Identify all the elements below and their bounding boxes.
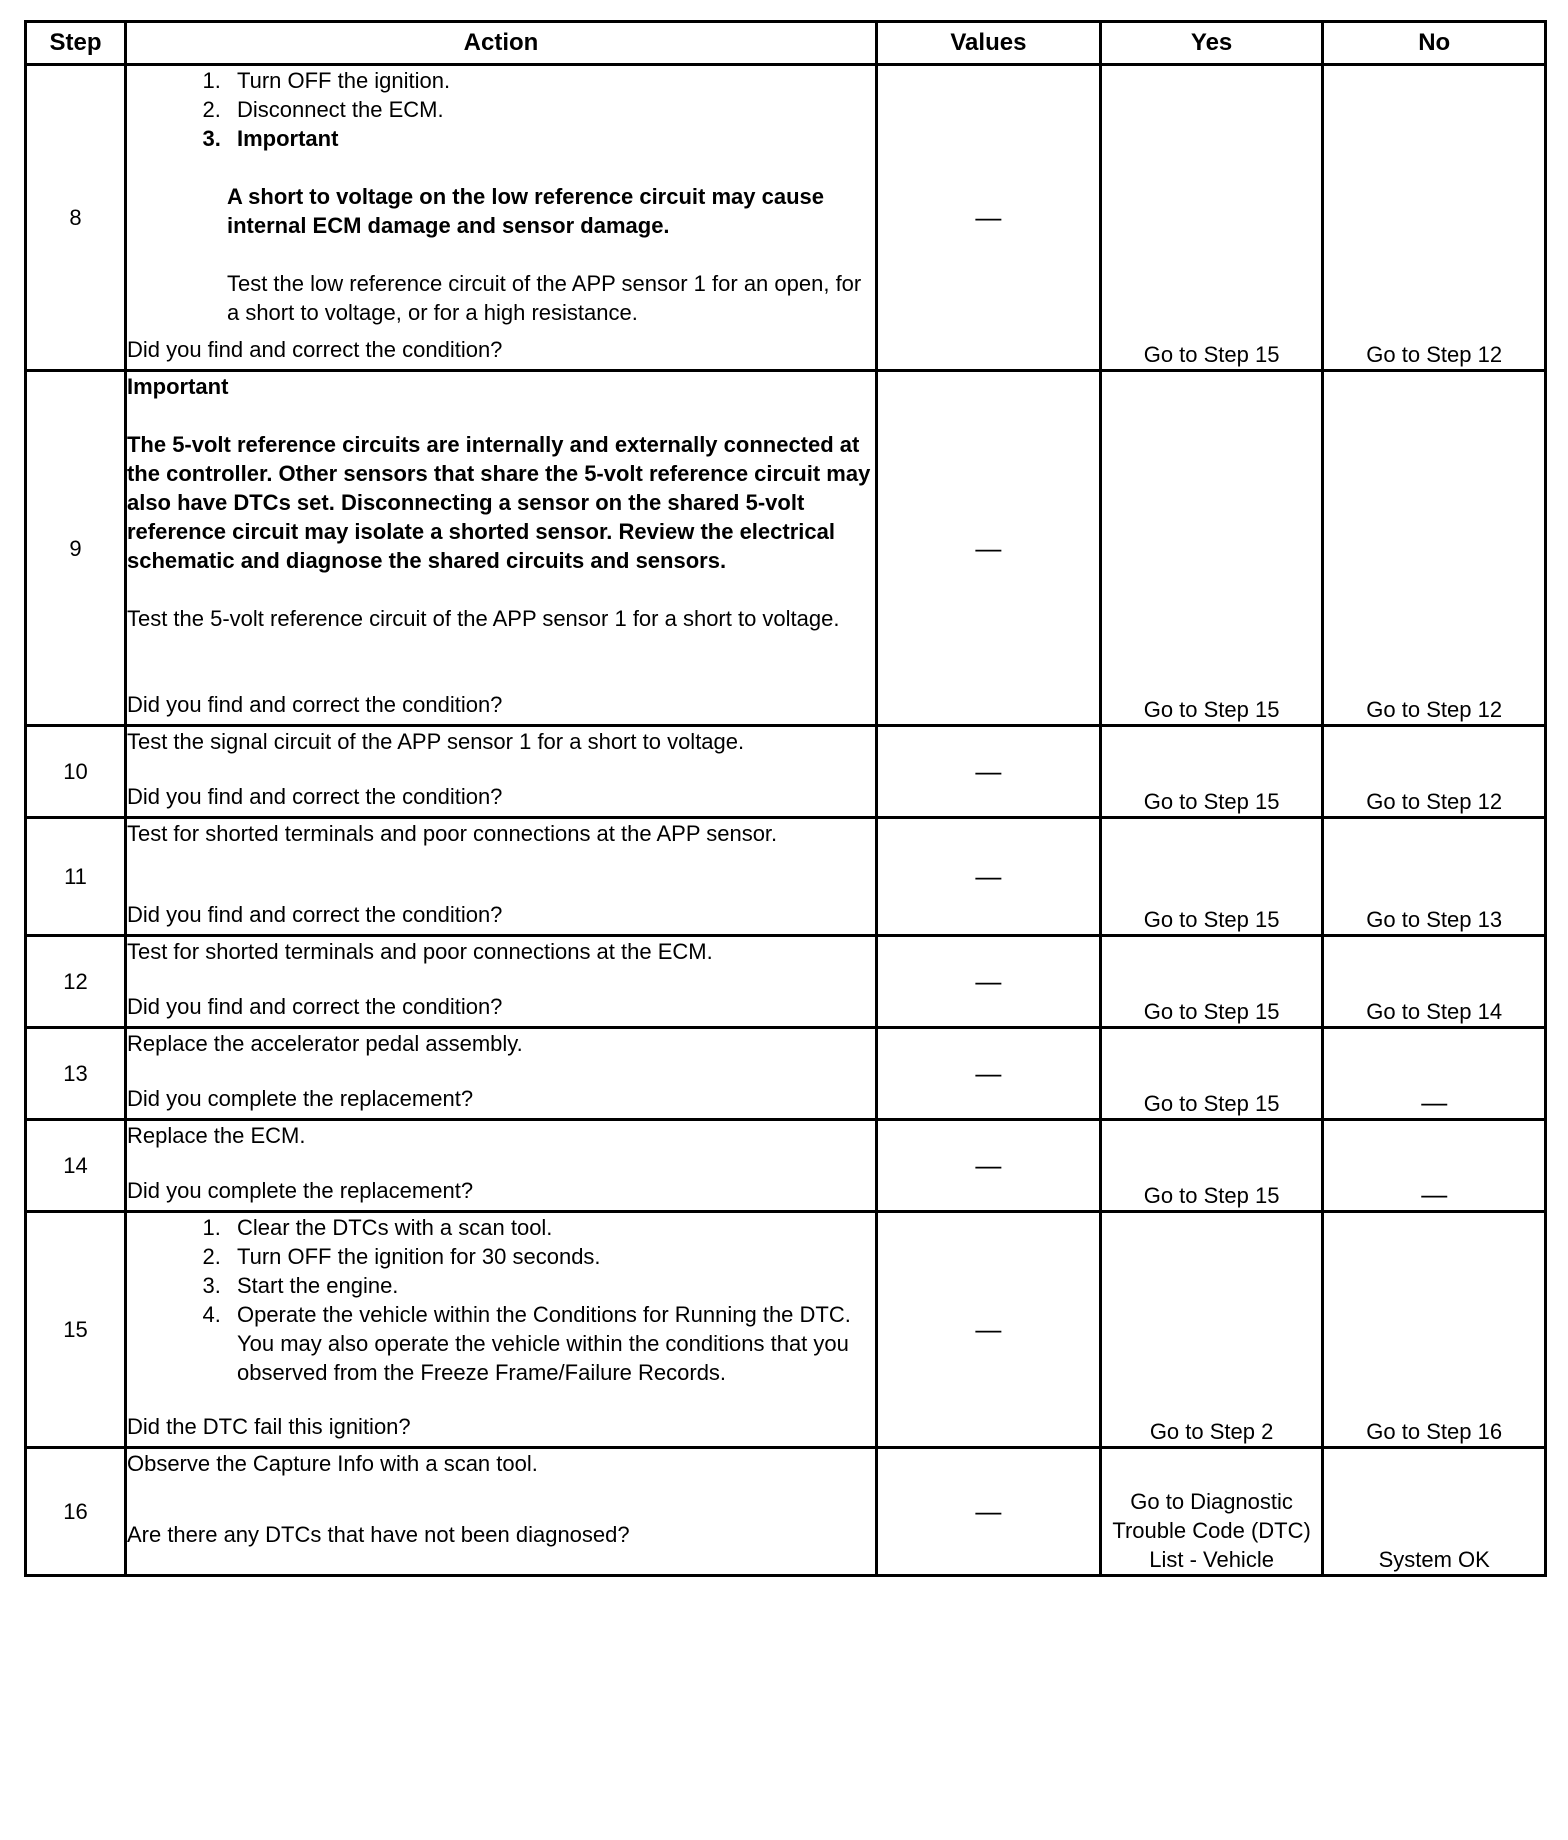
- step-number: 9: [26, 371, 126, 726]
- table-row: [26, 726, 1546, 818]
- table-row: [26, 818, 1546, 936]
- values-cell: —: [877, 936, 1101, 1028]
- question-text: Did the DTC fail this ignition?: [126, 1414, 411, 1439]
- action-cell: [125, 65, 876, 371]
- list-item: 1. Turn OFF the ignition.: [227, 66, 875, 95]
- yes-cell: Go to Step 15: [1100, 818, 1323, 936]
- table-row: [26, 1448, 1546, 1576]
- important-title: Important: [126, 374, 229, 399]
- list-item: 3. Start the engine.: [227, 1271, 875, 1300]
- action-cell: [125, 1448, 876, 1576]
- yes-cell: Go to Diagnostic Trouble Code (DTC) List - Vehicle: [1100, 1448, 1323, 1576]
- no-cell: Go to Step 12: [1323, 65, 1546, 371]
- action-cell: [125, 936, 876, 1028]
- dash: —: [1421, 1087, 1448, 1117]
- yes-cell: Go to Step 15: [1100, 936, 1323, 1028]
- values-cell: —: [877, 1028, 1101, 1120]
- question-text: Did you find and correct the condition?: [126, 784, 503, 809]
- header-yes: Yes: [1100, 22, 1323, 65]
- action-cell: [125, 818, 876, 936]
- no-cell: [1323, 1120, 1546, 1212]
- values-cell: —: [877, 1120, 1101, 1212]
- no-cell: Go to Step 16: [1323, 1212, 1546, 1448]
- dash: —: [1421, 1179, 1448, 1209]
- step-number: 13: [26, 1028, 126, 1120]
- action-cell: [125, 371, 876, 726]
- action-text: Test for shorted terminals and poor connections at the APP sensor.: [126, 821, 778, 846]
- action-text: Observe the Capture Info with a scan tool.: [126, 1451, 538, 1476]
- header-action: Action: [125, 22, 876, 65]
- question-text: Did you find and correct the condition?: [126, 994, 503, 1019]
- table-row: [26, 371, 1546, 726]
- question-text: Did you complete the replacement?: [126, 1178, 474, 1203]
- step-list: [127, 66, 875, 153]
- action-text: Test the 5-volt reference circuit of the APP sensor 1 for a short to voltage.: [126, 606, 840, 631]
- values-cell: —: [877, 818, 1101, 936]
- values-cell: —: [877, 726, 1101, 818]
- action-cell: [125, 1028, 876, 1120]
- no-cell: Go to Step 12: [1323, 726, 1546, 818]
- list-item: 1. Clear the DTCs with a scan tool.: [227, 1213, 875, 1242]
- table-row: [26, 65, 1546, 371]
- step-number: 11: [26, 818, 126, 936]
- list-item: 2. Disconnect the ECM.: [227, 95, 875, 124]
- yes-cell: Go to Step 15: [1100, 726, 1323, 818]
- diagnostic-table: [24, 20, 1547, 1577]
- action-cell: [125, 726, 876, 818]
- table-row: [26, 1212, 1546, 1448]
- action-cell: [125, 1120, 876, 1212]
- step-number: 10: [26, 726, 126, 818]
- yes-cell: Go to Step 15: [1100, 1028, 1323, 1120]
- question-text: Did you find and correct the condition?: [126, 902, 503, 927]
- important-note: The 5-volt reference circuits are internally and externally connected at the controller. Other sensors that share the 5-volt reference circuit may also have DTCs set. Disconnecting a sensor on the shared 5-volt reference circuit may isolate a shorted sensor. Review the electrical schematic and diagnose the shared circuits and sensors.: [126, 432, 871, 573]
- action-text: Replace the accelerator pedal assembly.: [126, 1031, 523, 1056]
- step-list: [127, 1213, 875, 1387]
- list-item: 4. Operate the vehicle within the Conditions for Running the DTC. You may also operate the vehicle within the conditions that you observed from the Freeze Frame/Failure Records.: [227, 1300, 875, 1387]
- list-item: 3. Important: [227, 124, 875, 153]
- no-cell: Go to Step 14: [1323, 936, 1546, 1028]
- yes-cell: Go to Step 2: [1100, 1212, 1323, 1448]
- action-text: Test for shorted terminals and poor connections at the ECM.: [126, 939, 713, 964]
- question-text: Are there any DTCs that have not been diagnosed?: [126, 1522, 630, 1547]
- action-text: Test the low reference circuit of the APP sensor 1 for an open, for a short to voltage, or for a high resistance.: [226, 271, 862, 325]
- action-text: Replace the ECM.: [126, 1123, 306, 1148]
- list-item: 2. Turn OFF the ignition for 30 seconds.: [227, 1242, 875, 1271]
- table-row: [26, 1028, 1546, 1120]
- no-cell: Go to Step 12: [1323, 371, 1546, 726]
- header-values: Values: [877, 22, 1101, 65]
- no-cell: Go to Step 13: [1323, 818, 1546, 936]
- step-number: 16: [26, 1448, 126, 1576]
- no-cell: System OK: [1323, 1448, 1546, 1576]
- action-text: Test the signal circuit of the APP sensor 1 for a short to voltage.: [126, 729, 745, 754]
- important-note: A short to voltage on the low reference circuit may cause internal ECM damage and sensor damage.: [226, 184, 824, 238]
- no-cell: [1323, 1028, 1546, 1120]
- step-number: 14: [26, 1120, 126, 1212]
- question-text: Did you complete the replacement?: [126, 1086, 474, 1111]
- values-cell: —: [877, 65, 1101, 371]
- header-no: No: [1323, 22, 1546, 65]
- header-step: Step: [26, 22, 126, 65]
- yes-cell: Go to Step 15: [1100, 65, 1323, 371]
- question-text: Did you find and correct the condition?: [126, 692, 503, 717]
- yes-cell: Go to Step 15: [1100, 1120, 1323, 1212]
- step-number: 8: [26, 65, 126, 371]
- values-cell: —: [877, 1212, 1101, 1448]
- values-cell: —: [877, 371, 1101, 726]
- step-number: 15: [26, 1212, 126, 1448]
- yes-cell: Go to Step 15: [1100, 371, 1323, 726]
- action-cell: [125, 1212, 876, 1448]
- step-number: 12: [26, 936, 126, 1028]
- values-cell: —: [877, 1448, 1101, 1576]
- header-row: [26, 22, 1546, 65]
- table-row: [26, 936, 1546, 1028]
- table-row: [26, 1120, 1546, 1212]
- question-text: Did you find and correct the condition?: [126, 337, 503, 362]
